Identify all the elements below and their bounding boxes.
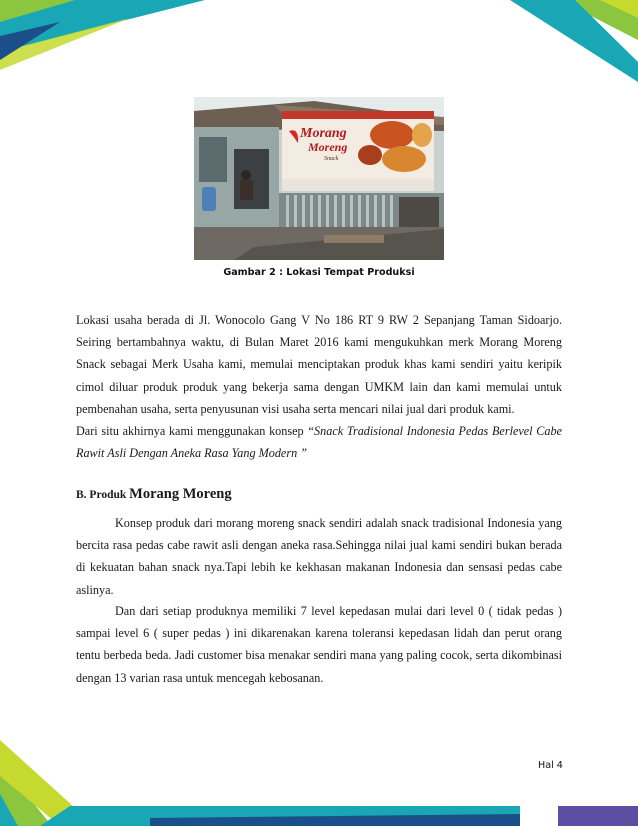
section-b-heading <box>76 486 232 503</box>
page-number: Hal 4 <box>538 760 563 771</box>
bottom-right-purple-bar <box>558 806 638 826</box>
section-b-prefix: B. Produk <box>76 489 130 501</box>
section-b-product-name: Morang Moreng <box>129 486 232 502</box>
intro-paragraph: Lokasi usaha berada di Jl. Wonocolo Gang V No 186 RT 9 RW 2 Sepanjang Taman Sidoarjo. Seiring bertambahnya waktu, di Bulan Maret 2016 kami mengukuhkan merk Morang Moreng Snack sebagai Merk Usaha kami, memulai menciptakan produk khas kami sendiri yaitu keripik cimol diluar produk produk yang bekerja sama dengan UMKM lain dan kami memulai untuk pembenahan usaha, serta penyusunan visi usaha serta mencari nilai jual dari produk kami. <box>76 313 562 416</box>
bottom-left-green-shape <box>0 762 52 826</box>
sign-brand-line1: Morang <box>300 126 347 141</box>
sign-brand-line2: Moreng <box>308 140 348 154</box>
sign-brand-line3: Snack <box>324 156 339 162</box>
top-right-teal-shape <box>510 0 638 82</box>
top-left-green-shape <box>0 0 75 22</box>
top-left-lime-shape <box>0 18 130 70</box>
top-right-green-shape <box>560 0 638 40</box>
bottom-dark-blue-bar <box>150 814 520 826</box>
bottom-left-teal-shape <box>0 794 18 826</box>
production-location-photo <box>194 97 444 260</box>
product-paragraph-2: Dan dari setiap produknya memiliki 7 level kepedasan mulai dari level 0 ( tidak pedas ) sampai level 6 ( super pedas ) ini dikarenakan karena toleransi kepedasan lidah dan perut orang tentu berbeda beda. Jadi customer bisa menakar sendiri mana yang paling cocok, serta dikombinasi dengan 13 varian rasa untuk mencegah kebosanan. <box>76 604 562 685</box>
top-right-lime-shape <box>600 0 638 18</box>
bottom-left-lime-shape <box>0 740 95 826</box>
concept-paragraph <box>76 420 562 464</box>
top-left-dark-blue-shape <box>0 22 60 60</box>
concept-lead: Dari situ akhirnya kami menggunakan konsep <box>76 424 308 438</box>
bottom-teal-bar <box>40 806 520 826</box>
concept-quote: “Snack Tradisional Indonesia Pedas Berlevel Cabe Rawit Asli Dengan Aneka Rasa Yang Modern ” <box>76 424 562 461</box>
figure-caption: Gambar 2 : Lokasi Tempat Produksi <box>223 267 415 278</box>
top-left-teal-shape <box>0 0 205 52</box>
product-paragraph-1: Konsep produk dari morang moreng snack sendiri adalah snack tradisional Indonesia yang bercita rasa pedas cabe rawit asli dengan aneka rasa.Sehingga nilai jual kami sendiri bukan berada di kekuatan bahan snack nya.Tapi lebih ke kekhasan makanan Indonesia dan sensasi pedas cabe aslinya. <box>76 516 562 597</box>
